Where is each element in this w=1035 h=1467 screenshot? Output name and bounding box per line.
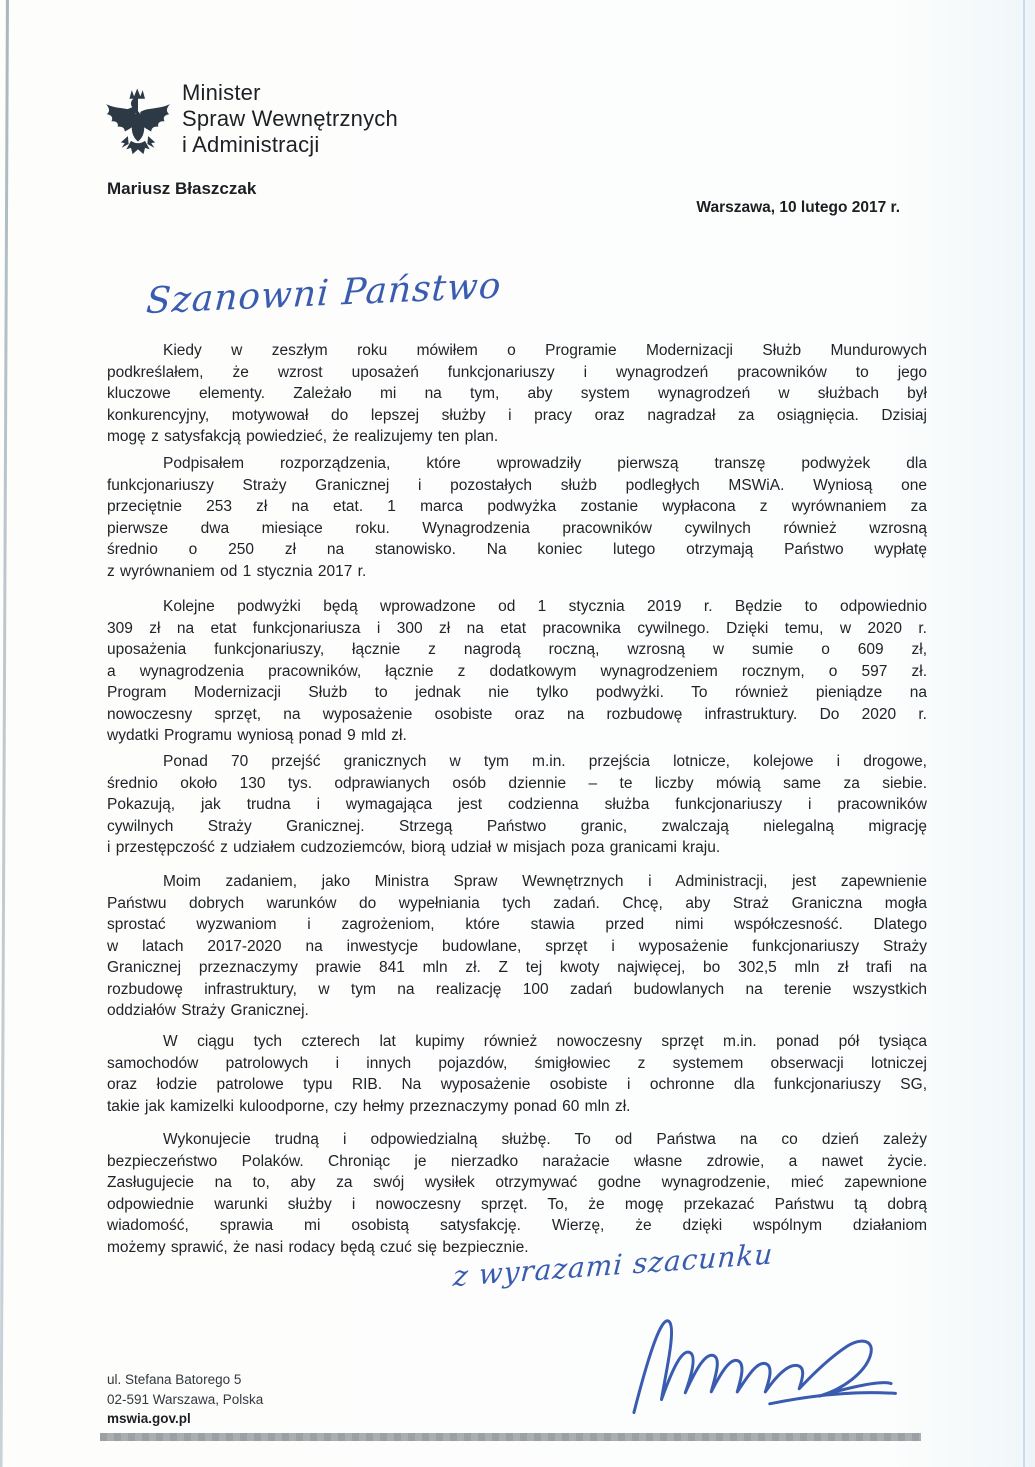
paragraph-line: Program Modernizacji Służb to jednak nie tylko podwyżki. To również pieniądze na <box>107 684 927 701</box>
paragraph-line: i przestępczość z udziałem cudzoziemców, biorą udział w misjach poza granicami kraju. <box>107 839 721 856</box>
paragraph-line: Państwu dobrych warunków do wypełniania tych zadań. Chcę, aby Straż Graniczna mogła <box>107 894 927 912</box>
paragraph-line: z wyrównaniem od 1 stycznia 2017 r. <box>107 562 367 580</box>
paragraph-line: możemy sprawić, że nasi rodacy będą czuć się bezpiecznie. <box>107 1238 529 1256</box>
paragraph-line: Pokazują, jak trudna i wymagająca jest codzienna służba funkcjonariuszy i pracowników <box>107 796 927 813</box>
paragraph-line: a wynagrodzenia pracowników, łącznie z dodatkowym wynagrodzeniem rocznym, o 597 zł. <box>107 662 927 680</box>
sender-name: Mariusz Błaszczak <box>107 179 257 198</box>
scan-edge-left-line <box>0 0 9 1467</box>
paragraph-line: Kolejne podwyżki będą wprowadzone od 1 stycznia 2019 r. Będzie to odpowiednio <box>163 598 927 615</box>
polish-eagle-emblem-icon <box>99 84 177 168</box>
paragraph-line: oddziałów Straży Granicznej. <box>107 1002 309 1019</box>
handwritten-closing: z wyrazami szacunku <box>452 1237 775 1293</box>
paragraph-line: wiadomość, sprawia mi osobistą satysfakcję. Wierzę, że dzięki wspólnym działaniom <box>107 1217 927 1234</box>
paragraph-line: podkreślałem, że wzrost uposażeń funkcjonariuszy i wynagrodzeń pracowników to jego <box>107 363 927 381</box>
signature-mariusz-blaszczak-icon <box>616 1285 910 1425</box>
paragraph-2 <box>107 453 927 582</box>
paragraph-line: takie jak kamizelki kuloodporne, czy hełmy przeznaczymy ponad 60 mln zł. <box>107 1097 631 1115</box>
scan-edge-right-line <box>1023 0 1025 1467</box>
paragraph-line: w latach 2017-2020 na inwestycje budowlane, sprzęt i wyposażenie funkcjonariuszy Straży <box>107 937 927 955</box>
footer-address-block <box>107 1370 263 1429</box>
paragraph-line: kluczowe elementy. Zależało mi na tym, aby system wynagrodzeń w służbach był <box>107 385 927 402</box>
ministry-title-line: i Administracji <box>182 132 320 157</box>
paragraph-line: 309 zł na etat funkcjonariusza i 300 zł na etat pracownika cywilnego. Dzięki temu, w 2020 r. <box>107 619 927 637</box>
paragraph-line: Moim zadaniem, jako Ministra Spraw Wewnętrznych i Administracji, jest zapewnienie <box>163 873 927 890</box>
footer-address-line-1: ul. Stefana Batorego 5 <box>107 1372 242 1387</box>
paragraph-line: oraz łodzie patrolowe typu RIB. Na wyposażenie osobiste i ochronne dla funkcjonariuszy SG, <box>107 1076 927 1093</box>
paragraph-7 <box>107 1129 927 1258</box>
paragraph-line: funkcjonariuszy Straży Granicznej i pozostałych służb podległych MSWiA. Wyniosą one <box>107 476 927 494</box>
paragraph-line: cywilnych Straży Granicznej. Strzegą Państwo granic, zwalczają nielegalną migrację <box>107 817 927 835</box>
paragraph-line: nowoczesny sprzęt, na wyposażenie osobiste oraz na rozbudowę infrastruktury. Do 2020 r. <box>107 705 927 723</box>
paragraph-line: konkurencyjny, motywował do lepszej służby i pracy oraz nagradzał za osiągnięcia. Dzisiaj <box>107 406 927 424</box>
paragraph-line: Wykonujecie trudną i odpowiedzialną służbę. To od Państwa na co dzień zależy <box>163 1131 927 1148</box>
footer-address-line-2: 02-591 Warszawa, Polska <box>107 1391 264 1407</box>
paragraph-line: W ciągu tych czterech lat kupimy również nowoczesny sprzęt m.in. ponad pół tysiąca <box>163 1033 927 1050</box>
paragraph-line: Zasługujecie na to, aby za swój wysiłek otrzymywać godne wynagrodzenie, mieć zapewnione <box>107 1174 927 1191</box>
paragraph-line: średnio około 130 tys. odprawianych osób dziennie – te liczby mówią same za siebie. <box>107 774 927 792</box>
place-and-date: Warszawa, 10 lutego 2017 r. <box>696 199 900 216</box>
paragraph-1 <box>107 340 927 448</box>
paragraph-line: Granicznej przeznaczymy prawie 841 mln zł. Z tej kwoty najwięcej, bo 302,5 mln zł trafi na <box>107 959 927 976</box>
paragraph-line: Ponad 70 przejść granicznych w tym m.in. przejścia lotnicze, kolejowe i drogowe, <box>163 753 927 770</box>
paragraph-line: uposażenia funkcjonariuszy, łącznie z nagrodą roczną, wzrosną w sumie o 609 zł, <box>107 641 927 658</box>
paragraph-4 <box>107 751 927 859</box>
paragraph-line: rozbudowę infrastruktury, w tym na realizację 100 zadań budowlanych na terenie wszystkich <box>107 980 927 998</box>
ministry-title-line: Minister <box>182 80 261 105</box>
ministry-title-line: Spraw Wewnętrznych <box>182 106 398 131</box>
paragraph-line: samochodów patrolowych i innych pojazdów, śmigłowiec z systemem obserwacji lotniczej <box>107 1054 927 1072</box>
paragraph-line: Podpisałem rozporządzenia, które wprowadziły pierwszą transzę podwyżek dla <box>163 455 927 472</box>
footer-website: mswia.gov.pl <box>107 1411 191 1426</box>
paragraph-line: wydatki Programu wyniosą ponad 9 mld zł. <box>107 727 407 744</box>
paragraph-5 <box>107 871 927 1022</box>
paragraph-line: odpowiednie warunki służby i nowoczesny sprzęt. To, że mogę przekazać Państwu tą dobrą <box>107 1195 927 1213</box>
footer-divider-bar <box>100 1433 921 1441</box>
paragraph-line: przeciętnie 253 zł na etat. 1 marca podwyżka zostanie wypłacona z wyrównaniem za <box>107 498 927 515</box>
paragraph-6 <box>107 1031 927 1117</box>
paragraph-line: średnio o 250 zł na stanowisko. Na koniec lutego otrzymają Państwo wypłatę <box>107 541 927 558</box>
paragraph-line: sprostać wyzwaniom i zagrożeniom, które stawia przed nimi współczesność. Dlatego <box>107 916 927 933</box>
handwritten-salutation: Szanowni Państwo <box>145 265 503 322</box>
ministry-title <box>182 80 398 158</box>
paragraph-line: bezpieczeństwo Polaków. Chroniąc je nierzadko narażacie własne zdrowie, a nawet życie. <box>107 1152 927 1170</box>
paragraph-3 <box>107 596 927 747</box>
paragraph-line: Kiedy w zeszłym roku mówiłem o Programie Modernizacji Służb Mundurowych <box>163 342 927 359</box>
paragraph-line: pierwsze dwa miesiące roku. Wynagrodzenia pracowników cywilnych również wzrosną <box>107 519 927 537</box>
paragraph-line: mogę z satysfakcją powiedzieć, że realizujemy ten plan. <box>107 428 499 445</box>
